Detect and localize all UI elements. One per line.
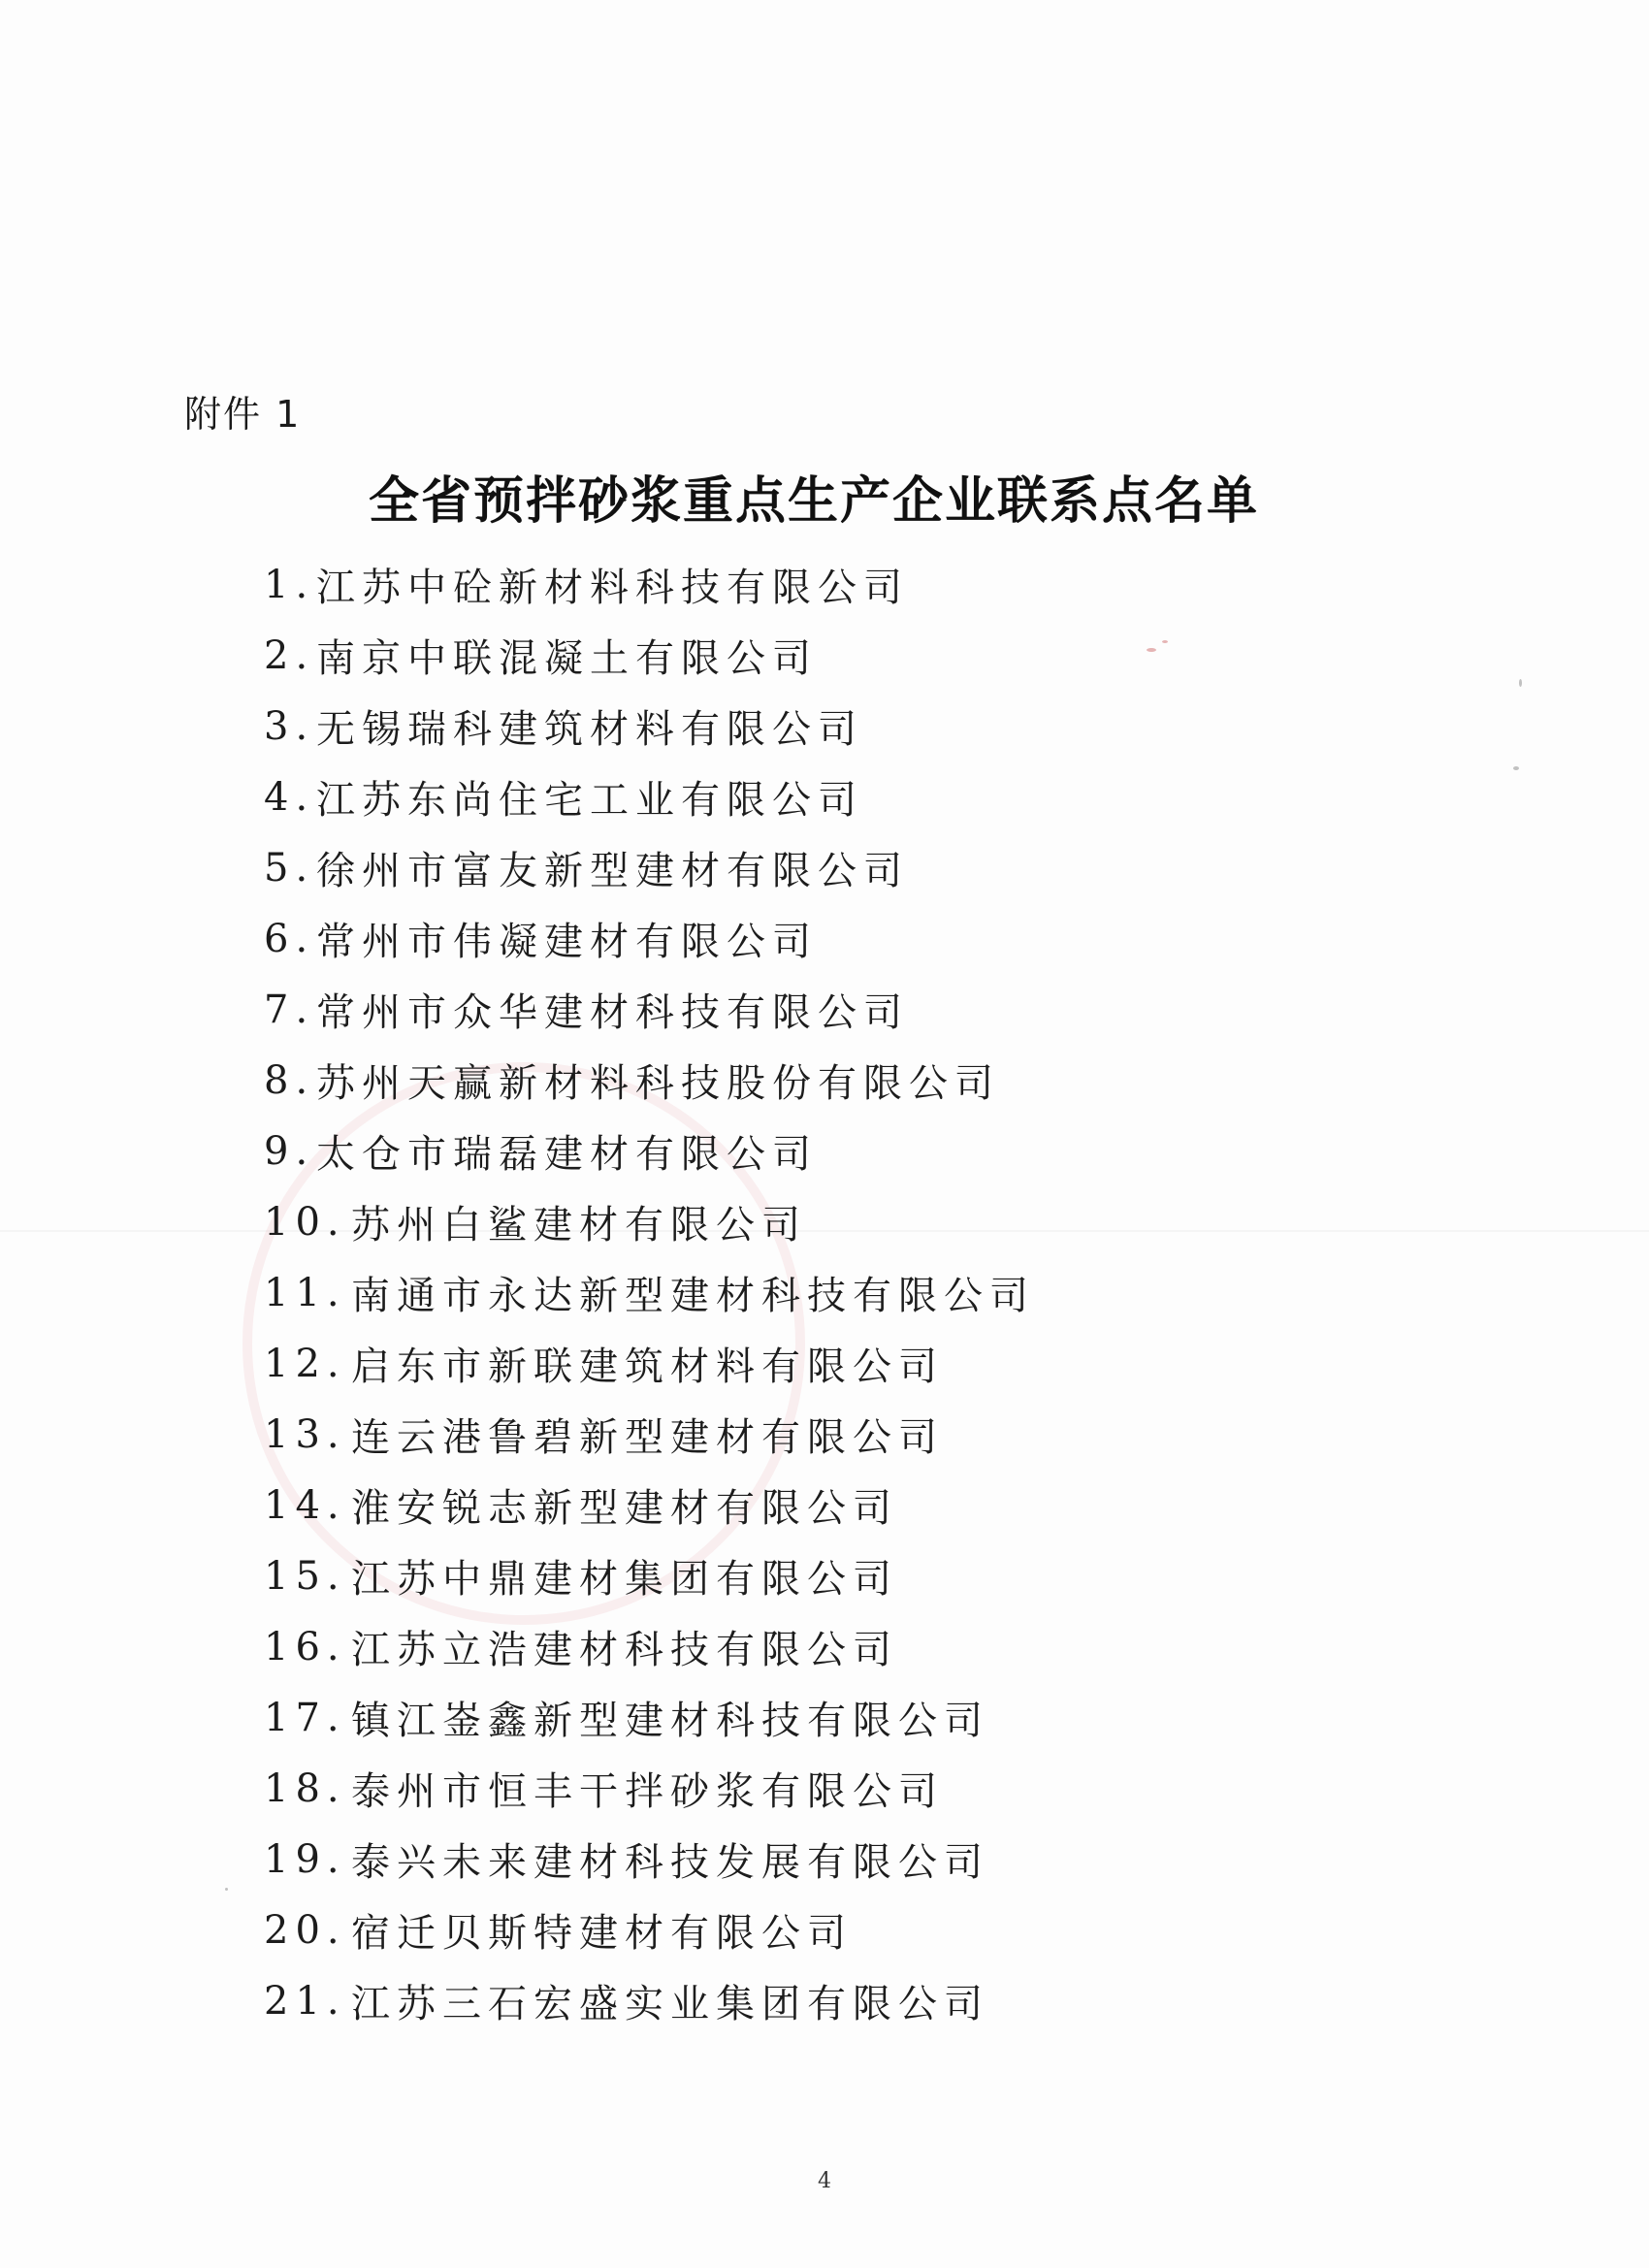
item-number: 11. — [264, 1270, 346, 1315]
list-item — [264, 1682, 1035, 1753]
item-number: 7. — [264, 987, 315, 1032]
company-name: 江苏东尚住宅工业有限公司 — [316, 778, 863, 823]
list-item — [264, 1611, 1035, 1682]
list-item — [264, 620, 1035, 691]
list-item — [264, 1399, 1035, 1470]
company-list — [264, 549, 1035, 2036]
company-name: 淮安锐志新型建材有限公司 — [351, 1486, 898, 1531]
item-number: 2. — [264, 632, 315, 678]
list-item — [264, 691, 1035, 761]
list-item — [264, 761, 1035, 832]
list-item — [264, 1540, 1035, 1611]
item-number: 14. — [264, 1482, 346, 1528]
list-item — [264, 1116, 1035, 1186]
page-number: 4 — [818, 2169, 831, 2193]
company-name: 南京中联混凝土有限公司 — [316, 636, 818, 681]
item-number: 13. — [264, 1411, 346, 1457]
item-number: 3. — [264, 703, 315, 749]
company-name: 泰州市恒丰干拌砂浆有限公司 — [351, 1769, 944, 1814]
company-name: 江苏立浩建材科技有限公司 — [351, 1628, 898, 1672]
item-number: 21. — [264, 1978, 346, 2024]
company-name: 南通市永达新型建材科技有限公司 — [351, 1274, 1035, 1318]
ink-speck — [1513, 766, 1519, 770]
item-number: 9. — [264, 1128, 315, 1174]
item-number: 6. — [264, 916, 315, 961]
list-item — [264, 974, 1035, 1045]
list-item — [264, 1257, 1035, 1328]
item-number: 18. — [264, 1766, 346, 1811]
company-name: 苏州天赢新材料科技股份有限公司 — [316, 1061, 1000, 1106]
list-item — [264, 1895, 1035, 1965]
list-item — [264, 903, 1035, 974]
list-item — [264, 1753, 1035, 1824]
ink-speck — [1162, 640, 1168, 643]
company-name: 宿迁贝斯特建材有限公司 — [351, 1911, 853, 1956]
company-name: 常州市伟凝建材有限公司 — [316, 920, 818, 964]
list-item — [264, 1470, 1035, 1540]
item-number: 4. — [264, 774, 315, 820]
company-name: 江苏中鼎建材集团有限公司 — [351, 1557, 898, 1602]
company-name: 镇江崟鑫新型建材科技有限公司 — [351, 1699, 989, 1743]
list-item — [264, 1186, 1035, 1257]
company-name: 苏州白鲨建材有限公司 — [351, 1203, 807, 1247]
company-name: 连云港鲁碧新型建材有限公司 — [351, 1415, 944, 1460]
company-name: 常州市众华建材科技有限公司 — [316, 990, 909, 1035]
list-item — [264, 549, 1035, 620]
company-name: 无锡瑞科建筑材料有限公司 — [316, 707, 863, 752]
list-item — [264, 1328, 1035, 1399]
company-name: 江苏三石宏盛实业集团有限公司 — [351, 1982, 989, 2026]
item-number: 1. — [264, 562, 315, 607]
company-name: 太仓市瑞磊建材有限公司 — [316, 1132, 818, 1177]
item-number: 8. — [264, 1057, 315, 1103]
ink-speck — [225, 1888, 228, 1891]
item-number: 10. — [264, 1199, 346, 1245]
list-item — [264, 832, 1035, 903]
item-number: 19. — [264, 1836, 346, 1882]
list-item — [264, 1965, 1035, 2036]
ink-speck — [1519, 679, 1522, 687]
item-number: 15. — [264, 1553, 346, 1599]
list-item — [264, 1824, 1035, 1895]
company-name: 江苏中砼新材料科技有限公司 — [316, 566, 909, 610]
item-number: 17. — [264, 1695, 346, 1740]
item-number: 5. — [264, 845, 315, 891]
list-item — [264, 1045, 1035, 1116]
item-number: 12. — [264, 1341, 346, 1386]
item-number: 16. — [264, 1624, 346, 1669]
ink-speck — [1147, 648, 1156, 652]
company-name: 启东市新联建筑材料有限公司 — [351, 1345, 944, 1389]
attachment-label: 附件 1 — [184, 393, 302, 436]
company-name: 泰兴未来建材科技发展有限公司 — [351, 1840, 989, 1885]
company-name: 徐州市富友新型建材有限公司 — [316, 849, 909, 893]
item-number: 20. — [264, 1907, 346, 1953]
document-title: 全省预拌砂浆重点生产企业联系点名单 — [369, 471, 1260, 531]
